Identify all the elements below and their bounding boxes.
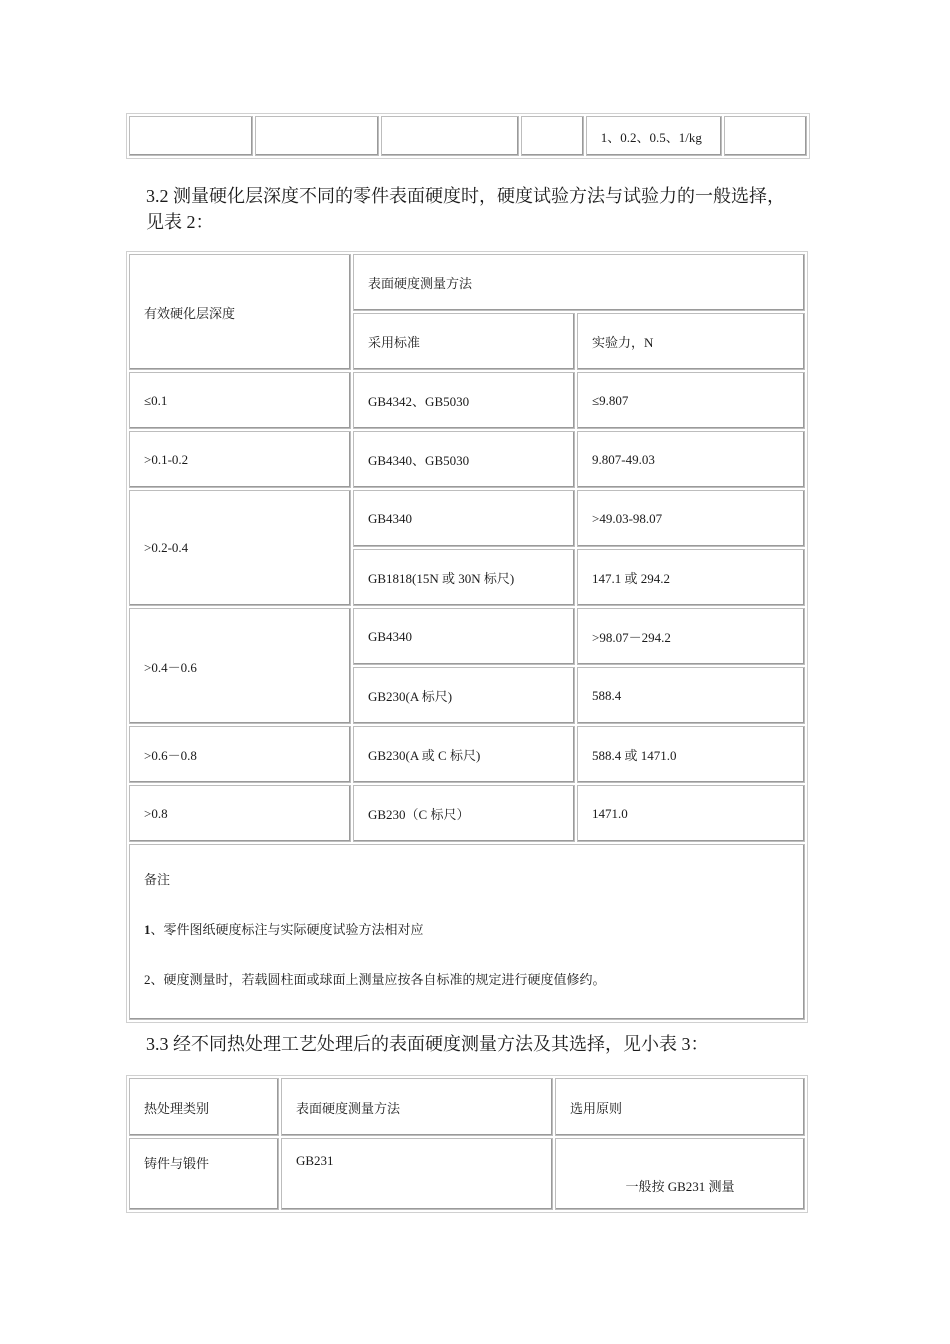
table-row: [129, 431, 805, 488]
standard-cell: GB4340、GB5030: [353, 431, 575, 488]
force-cell: 588.4 或 1471.0: [577, 726, 805, 783]
header-force: 实验力，N: [577, 313, 805, 370]
table-2: [126, 251, 808, 1023]
header-cell: 热处理类别: [129, 1078, 279, 1136]
table-3: [126, 1075, 808, 1213]
depth-cell: ≤0.1: [129, 372, 351, 429]
note-2: 2、硬度测量时，若载圆柱面或球面上测量应按各自标准的规定进行硬度值修约。: [144, 972, 606, 987]
standard-cell: GB4340: [353, 490, 575, 547]
paragraph-3-2: [146, 183, 785, 235]
table-cell: 铸件与锻件: [129, 1138, 279, 1210]
note-1-number: 1: [144, 922, 151, 937]
table-cell: GB231: [281, 1138, 553, 1210]
force-cell: >49.03-98.07: [577, 490, 805, 547]
standard-cell: GB230(A 或 C 标尺): [353, 726, 575, 783]
depth-cell: >0.8: [129, 785, 351, 842]
force-cell: 9.807-49.03: [577, 431, 805, 488]
table-cell: [724, 116, 807, 156]
note-1-text: 、零件图纸硬度标注与实际硬度试验方法相对应: [150, 922, 424, 937]
force-cell: 1471.0: [577, 785, 805, 842]
standard-cell: GB4340: [353, 608, 575, 665]
table-row: [129, 785, 805, 842]
notes-cell: [129, 844, 805, 1020]
table-cell: 一般按 GB231 测量: [555, 1138, 805, 1210]
table-row: [129, 1138, 805, 1210]
table-row: [129, 726, 805, 783]
header-cell: 选用原则: [555, 1078, 805, 1136]
note-title: 备注: [144, 872, 171, 887]
standard-cell: GB230(A 标尺): [353, 667, 575, 724]
table-cell: [521, 116, 584, 156]
header-method: 表面硬度测量方法: [353, 254, 805, 311]
paragraph-line: 见表 2：: [146, 212, 214, 232]
table-cell: 1、0.2、0.5、1/kg: [586, 116, 722, 156]
table-row: [129, 1078, 805, 1136]
force-cell: 588.4: [577, 667, 805, 724]
force-cell: 147.1 或 294.2: [577, 549, 805, 606]
paragraph-line: 3.2 测量硬化层深度不同的零件表面硬度时，硬度试验方法与试验力的一般选择，: [146, 186, 785, 206]
table-row: [129, 116, 807, 156]
table-row: [129, 608, 805, 665]
force-cell: >98.07－294.2: [577, 608, 805, 665]
table-cell: [255, 116, 379, 156]
table-row: [129, 254, 805, 311]
table-row: [129, 372, 805, 429]
note-1: [144, 905, 790, 955]
depth-cell: >0.1-0.2: [129, 431, 351, 488]
table-1-fragment: [126, 113, 810, 159]
standard-cell: GB230（C 标尺）: [353, 785, 575, 842]
standard-cell: GB1818(15N 或 30N 标尺): [353, 549, 575, 606]
table-row: [129, 490, 805, 547]
header-depth: 有效硬化层深度: [129, 254, 351, 370]
depth-cell: >0.6－0.8: [129, 726, 351, 783]
table-row: [129, 844, 805, 1020]
table-cell: [129, 116, 253, 156]
standard-cell: GB4342、GB5030: [353, 372, 575, 429]
depth-cell: >0.2-0.4: [129, 490, 351, 606]
depth-cell: >0.4－0.6: [129, 608, 351, 724]
force-cell: ≤9.807: [577, 372, 805, 429]
table-cell: [381, 116, 519, 156]
header-cell: 表面硬度测量方法: [281, 1078, 553, 1136]
header-standard: 采用标准: [353, 313, 575, 370]
paragraph-3-3: 3.3 经不同热处理工艺处理后的表面硬度测量方法及其选择，见小表 3：: [146, 1034, 709, 1054]
